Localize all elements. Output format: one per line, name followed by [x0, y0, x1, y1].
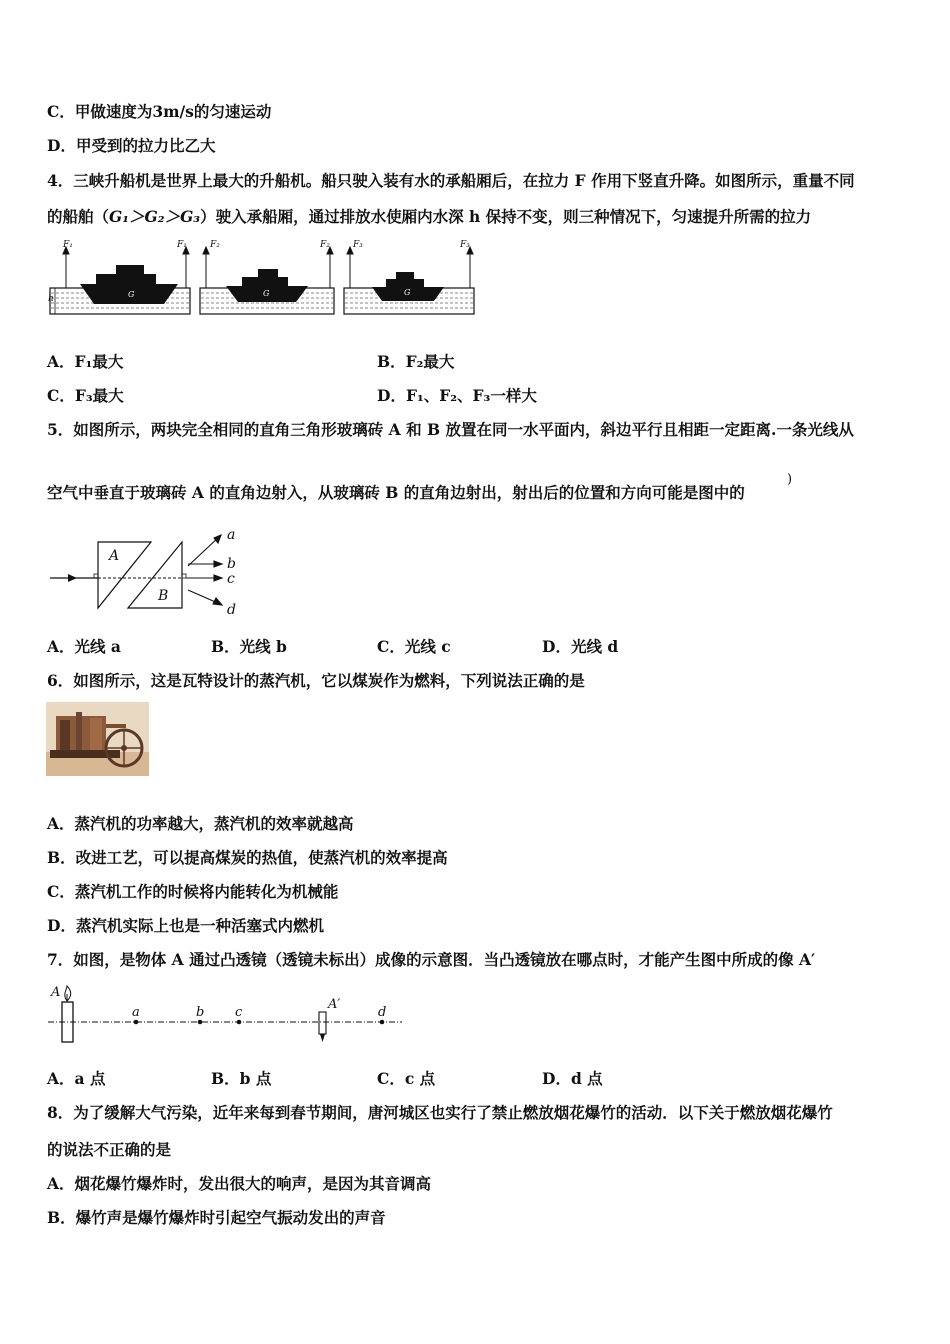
- q4-stem-line2-a: 的船舶（: [47, 207, 110, 226]
- q4-weight-relation: G₁＞G₂＞G₃: [109, 207, 201, 226]
- q4-label-f1-right: F₁: [177, 240, 187, 250]
- q4-label-f1-left: F₁: [63, 240, 73, 250]
- steam-engine-image: [46, 702, 149, 776]
- q5-label-b: b: [227, 556, 236, 572]
- q5-option-b: B．光线 b: [211, 637, 287, 656]
- q6-stem: 6．如图所示，这是瓦特设计的蒸汽机，它以煤炭作为燃料，下列说法正确的是: [47, 671, 585, 690]
- q7-label-Aprime: A′: [328, 997, 341, 1012]
- q5-label-a: a: [227, 528, 236, 543]
- q4-option-b: B．F₂最大: [377, 352, 455, 371]
- q5-prism-figure: [48, 528, 248, 620]
- q4-label-h: h: [48, 294, 54, 304]
- q4-label-f3-right: F₃: [460, 240, 470, 250]
- q5-label-d: d: [227, 602, 236, 618]
- q5-option-c: C．光线 c: [377, 637, 451, 656]
- q4-ship-g2: G: [263, 289, 270, 298]
- q7-option-c: C．c 点: [377, 1069, 436, 1088]
- q7-option-d: D．d 点: [542, 1069, 603, 1088]
- q4-label-f2-right: F₂: [320, 240, 330, 250]
- q6-option-b: B．改进工艺，可以提高煤炭的热值，使蒸汽机的效率提高: [47, 848, 448, 867]
- q8-stem-line1: 8．为了缓解大气污染，近年来每到春节期间，唐河城区也实行了禁止燃放烟花爆竹的活动．以下关于燃放烟花爆竹: [47, 1103, 833, 1122]
- q5-label-B: B: [158, 588, 169, 604]
- q7-label-b: b: [196, 1005, 205, 1020]
- q4-ship-lift-figure: [46, 238, 478, 318]
- q7-option-a: A．a 点: [47, 1069, 106, 1088]
- q7-label-d: d: [378, 1005, 387, 1020]
- q4-stem-line2: [47, 207, 811, 227]
- q5-label-c: c: [227, 571, 235, 587]
- q8-option-b: B．爆竹声是爆竹爆炸时引起空气振动发出的声音: [47, 1208, 386, 1227]
- q5-option-a: A．光线 a: [47, 637, 121, 656]
- q5-stem-line1: 5．如图所示，两块完全相同的直角三角形玻璃砖 A 和 B 放置在同一水平面内，斜边平行且相距一定距离.一条光线从: [47, 420, 854, 439]
- q5-label-A: A: [109, 548, 120, 564]
- q4-option-a: A．F₁最大: [47, 352, 124, 371]
- q6-option-d: D．蒸汽机实际上也是一种活塞式内燃机: [47, 916, 324, 935]
- q8-option-a: A．烟花爆竹爆炸时，发出很大的响声，是因为其音调高: [47, 1174, 432, 1193]
- q5-paren: ): [787, 472, 793, 487]
- q6-option-c: C．蒸汽机工作的时候将内能转化为机械能: [47, 882, 339, 901]
- q7-label-c: c: [235, 1005, 243, 1020]
- q3-option-c: C．甲做速度为3m/s的匀速运动: [47, 102, 272, 121]
- q7-label-a: a: [132, 1005, 140, 1020]
- q7-label-A: A: [51, 985, 61, 1000]
- q6-option-a: A．蒸汽机的功率越大，蒸汽机的效率就越高: [47, 814, 354, 833]
- q4-stem-line1: 4．三峡升船机是世界上最大的升船机。船只驶入装有水的承船厢后，在拉力 F 作用下竖直升降。如图所示，重量不同: [47, 171, 855, 190]
- q8-stem-line2: 的说法不正确的是: [47, 1140, 172, 1159]
- q4-ship-g1: G: [128, 290, 135, 299]
- q7-option-b: B．b 点: [211, 1069, 272, 1088]
- q4-label-f2-left: F₂: [210, 240, 220, 250]
- q7-lens-figure: [46, 982, 406, 1048]
- q4-option-c: C．F₃最大: [47, 386, 124, 405]
- q4-option-d: D．F₁、F₂、F₃一样大: [377, 386, 537, 405]
- q4-label-f3-left: F₃: [353, 240, 363, 250]
- q3-option-d: D．甲受到的拉力比乙大: [47, 136, 216, 155]
- q5-stem-line2: 空气中垂直于玻璃砖 A 的直角边射入，从玻璃砖 B 的直角边射出，射出后的位置和方向可能是图中的: [47, 483, 745, 502]
- q4-stem-line2-b: ）驶入承船厢，通过排放水使厢内水深 h 保持不变，则三种情况下，匀速提升所需的拉力: [200, 207, 812, 226]
- q5-option-d: D．光线 d: [542, 637, 619, 656]
- q7-stem: 7．如图，是物体 A 通过凸透镜（透镜未标出）成像的示意图．当凸透镜放在哪点时，才能产生图中所成的像 A′: [47, 950, 816, 969]
- q4-ship-g3: G: [404, 288, 411, 297]
